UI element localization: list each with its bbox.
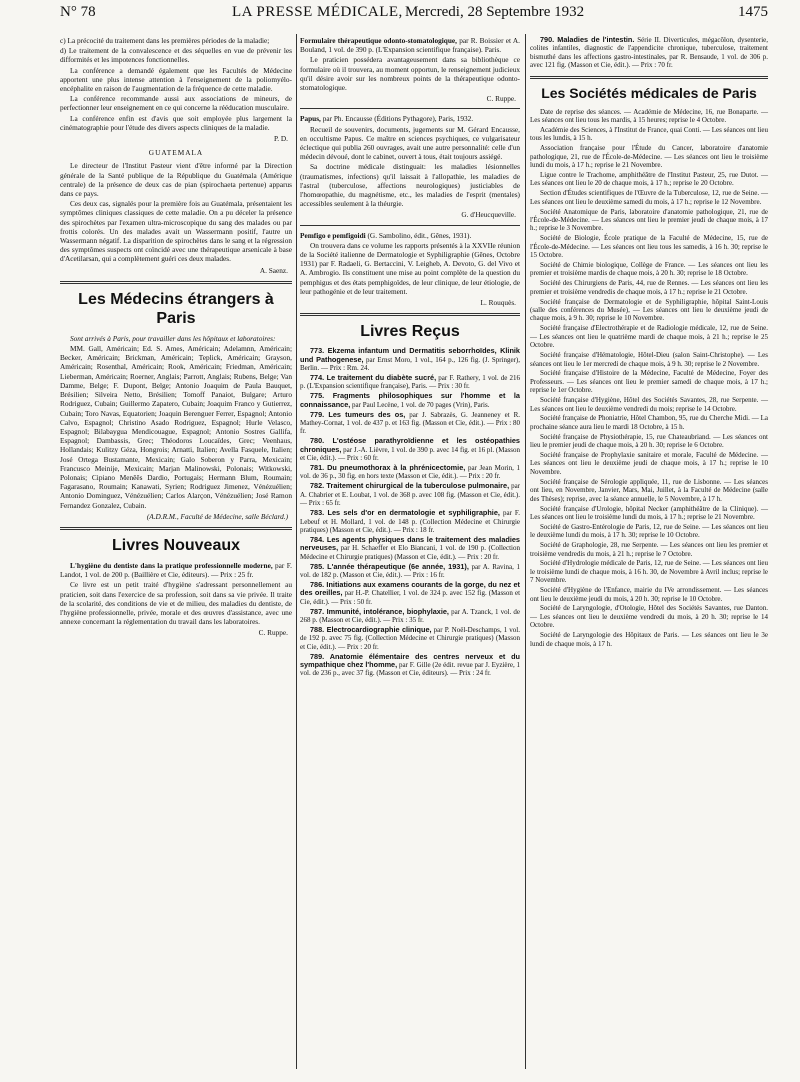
book-review-heading (300, 114, 520, 123)
names-list: MM. Gall, Américain; Ed. S. Ames, Américain; Adelamnn, Américain; Becker, Américain; Brickman, Américain; Teplick, Américain; Grayson, Américain; Rosenthal, Américain; Rook, Américain; Friedman, Américain; Lieberman, Américain; Roerner, Anglais; Parrott, Anglais; Rubens, Belge; Van Damme, Belge; F. Dupont, Belge; Antonio Joaquim de Paula Bauquet, Brésilien; Silveira Netto, Brésilien; Tomoff Panaiot, Bulgare; Arturo Rodriguez, Cubain; Guillermo Zapatero, Cubain; Joaquim Franco y Gutierrez, Cubain; Toro Navas, Equatorien; Joaquin Berenguer Ferrer, Espagnol; Antonio Calvo, Espagnol; Christino Asado Rodriguez, Espagnol; Hurle Velasco, Espagnol; Bilabaygua Mendicouague, Espagnol; Antonio Sostres Gallifa, Espagnol; Dambassis, Grec; Théodoros Loucaïdes, Grec; Veenhaus, Hollandais; Kulitzy Géza, Hongrois; Arnatti, Italien; Avella Fasquele, Italien; José Ortega Bustamante, Mexicain; Galo Soberon y Parra, Mexicain; Francusco Meinije, Mexicain; Marjan Malinowski, Polonais; Witkowski, Polonais; Cipiano Menêês Dardio, Portugais; Hermann Blum, Roumain; Fagarasano, Roumain; Kanawati, Syrien; Rodriguez Jimenez, Vénézuélien; Antonio Dominguez, Vénézuélien; Carlos Alarçon, Vénézuélien; José Ramon Fernandez Gonzalez, Cubain. (60, 344, 292, 510)
book-entry (300, 608, 520, 625)
column-divider (525, 34, 526, 1069)
book-entry (530, 36, 768, 70)
book-reference: par J.-A. Lièvre, 1 vol. de 390 p. avec 14 fig. et 16 pl. (Masson et Cie, édit.). — Prix : 60 fr. (300, 445, 521, 463)
book-title: 785. L'année thérapeutique (6e année, 1931), (310, 561, 469, 571)
book-entry (300, 464, 520, 481)
divider (530, 76, 768, 79)
paragraph: Sont arrivés à Paris, pour travailler dans les hôpitaux et laboratoires: (70, 333, 276, 343)
paragraph: Le praticien possédera avantageusement dans sa bibliothèque ce formulaire où il trouvera, au moment opportun, le renseignement judicieux qu'il désire avoir sur les nombreux points de la thérapeutique odonto-stomatologique. (300, 55, 520, 93)
book-reference: par F. Gille (2e édit. revue par J. Eyzière, 1 vol. de 236 p., avec 37 fig. (Masson et Cie, éditeurs). — Prix : 24 fr. (300, 661, 521, 678)
signature: C. Ruppe. (486, 94, 516, 104)
book-title: 773. Ekzema infantum und Dermatitis seborrhoïdes, Klinik und Pathogenese, (300, 346, 520, 364)
book-reference: par R. Boissier et A. Bouland, 1 vol. de 390 p. (L'Expansion scientifique française). Paris. (300, 36, 520, 55)
society-entry: Société française de Phoniatrie, Hôtel Chambon, 95, rue du Cherche Midi. — La prochaine séance aura lieu le mardi 18 Octobre, à 15 h. (530, 414, 768, 431)
society-entry: Société française d'Electrothérapie et de Radiologie médicale, 12, rue de Seine. — Les séances ont lieu le quatrième mardi de chaque mois, à 21 h.; reprise le 25 Octobre. (530, 324, 768, 350)
signature: (A.D.R.M., Faculté de Médecine, salle Béclard.) (146, 511, 288, 521)
book-reference: par Paul Lecène, 1 vol. de 70 pages (Vrin), Paris. (352, 400, 490, 409)
society-entry: Société française de Prophylaxie sanitaire et morale, Faculté de Médecine. — Les séances ont lieu le deuxième jeudi de chaque mois, à 17 h.; reprise le 10 Novembre. (530, 451, 768, 476)
book-reference: par F. Rathery, 1 vol. de 216 p. (L'Expansion scientifique française), Paris. — Prix : 30 fr. (300, 374, 520, 391)
book-title: Pemfigo e pemfigoidi (300, 230, 366, 240)
book-reference: par Ph. Encausse (Éditions Pythagore), Paris, 1932. (322, 114, 474, 124)
column-divider (296, 34, 297, 1069)
book-reference: par H.-P. Chatellier, 1 vol. de 324 p. avec 152 fig. (Masson et Cie, édit.). — Prix : 50 fr. (300, 589, 521, 606)
journal-title: LA PRESSE MÉDICALE, (232, 4, 403, 20)
book-entry (300, 536, 520, 561)
society-entry: Section d'Études scientifiques de l'Œuvre de la Tuberculose, 12, rue de Seine. — Les séances ont lieu le deuxième samedi du mois, à 17 h.; reprise le 12 Novembre. (530, 189, 768, 206)
book-entry (300, 626, 520, 651)
paragraph: Recueil de souvenirs, documents, jugements sur M. Gérard Encausse, en occultisme Papus. Ce maître en sciences psychiques, ce vulgarisateur éclectique qui publia 260 ouvrages, avait une autre personnalité: celle d'un médecin dévoué, dont le cabinet, ouvert à tous, était toujours assiégé. (300, 124, 520, 162)
society-entry: Société française d'Hygiène, Hôtel des Sociétés Savantes, 28, rue Serpente. — Les séances ont lieu le deuxième vendredi du mois; reprise le 14 Octobre. (530, 396, 768, 413)
book-reference: par J. Sabrazès, G. Jeanneney et R. Mathey-Cornat, 1 vol. de 437 p. et 163 fig. (Masson et Cie, édit.). — Prix : 80 fr. (300, 410, 521, 436)
paragraph: Ces deux cas, signalés pour la première fois au Guatémala, présentaient les symptômes cliniques classiques de cette maladie. On a pu déceler la présence des spirochètes par l'examen ultra-microscopique du sang des malades ou par frottis colorés. Un des malades avait un Wassermann positif, l'autre un Wassermann négatif. La disparition de spirochètes dans le sang et la régression des symptômes suspects ont coïncidé avec une thérapeutique arsenicale à base d'Acetilarsan, qui a complètement guéri ces deux malades. (60, 199, 292, 264)
signature: A. Saenz. (259, 265, 288, 275)
book-reference: (G. Sambolino, édit., Gênes, 1931). (367, 230, 472, 240)
book-title: 780. L'ostéose parathyroïdienne et les ostéopathies chroniques, (300, 436, 520, 454)
column-right (530, 36, 768, 650)
book-title: L'hygiène du dentiste dans la pratique professionnelle moderne, (70, 560, 273, 570)
book-entry (300, 581, 520, 606)
section-title: Les Médecins étrangers à Paris (78, 290, 274, 327)
issue-number: N° 78 (60, 4, 96, 20)
book-entry (300, 392, 520, 409)
society-entry: Société française de Sérologie appliquée, 11, rue de Lisbonne. — Les séances ont lieu, en Novembre, Janvier, Mars, Mai, Juillet, à la Faculté de Médecine (salle des Thèses); reprise, avec la séance annuelle, le 5 Novembre, à 17 h. (530, 477, 768, 503)
book-reference: par F. Lebeuf et H. Mollard, 1 vol. de 148 p. (Collection Médecine et Chirurgie pratiques) (Masson et Cie, édit.). — Prix : 18 fr. (300, 509, 520, 534)
book-title: 774. Le traitement du diabète sucré, (310, 373, 437, 382)
society-entry: Société Anatomique de Paris, laboratoire d'anatomie pathologique, 21, rue de l'École-de-Médecine. — Les séances ont lieu le premier jeudi de chaque mois, à 17 h.; reprise le 3 Novembre. (530, 207, 768, 233)
paragraph: La conférence a demandé également que les Facultés de Médecine apportent une plus intense attention à l'enseignement de la poliomyélo-encéphalite en raison de l'augmentation de la fréquence de cette maladie. (60, 65, 292, 94)
signature: C. Ruppe. (258, 628, 288, 638)
divider (60, 527, 292, 530)
book-entry (300, 437, 520, 462)
section-subheading: GUATEMALA (148, 148, 204, 158)
column-middle (300, 36, 520, 679)
book-reference: par H. Schaeffer et Elo Biancani, 1 vol. de 190 p. (Collection Médecine et Chirurgie pratiques) (Masson et Cie, édit.). — Prix : 20 fr. (300, 544, 520, 561)
column-left (60, 36, 292, 643)
book-entry (300, 482, 520, 507)
book-title: 790. Maladies de l'intestin. (540, 35, 635, 44)
book-reference: Série II. Diverticules, mégacôlon, dysenterie, colites infantiles, diagnostic de l'appendicite chronique, tuberculose, traitement bismuthé dans les affections gastro-intestinales, par R. Bensaude, 1 vol. de 306 p. avec 121 fig. (Masson et Cie, édit.). — Prix : 70 fr. (530, 36, 769, 70)
book-entry (300, 653, 520, 678)
society-entry: Société de Biologie, École pratique de la Faculté de Médecine, 15, rue de l'École-de-Médecine. — Les séances ont lieu tous les samedis, à 16 h. 30; reprise le 15 Octobre. (530, 234, 768, 260)
paragraph: Ce livre est un petit traité d'hygiène s'adressant personnellement au praticien, soit dans l'exercice de sa profession, soit dans sa vie privée. Il traite de la scolarité, des conditions de vie et de milieu, des maladies du dentiste, de l'hygiène professionnelle, privée, morale et des œuvres d'assistance, avec une annexe concernant la réglementation du travail dans les laboratoires. (60, 580, 292, 627)
paragraph: On trouvera dans ce volume les rapports présentés à la XXVIIe réunion de la Société italienne de Dermatologie et Syphiligraphie (Gênes, Octobre 1931) par F. Radaeli, G. Bertaccini, V. Leigheb, A. Devoto, G. del Vivo et A. Ambrogio. Ils constituent une mise au point complète de la question du pemphigus et des états pemphigoïdes, de leur clinique, de leur étiologie, de leur pathogénie et de leur traitement. (300, 240, 520, 296)
page-header (0, 0, 800, 26)
society-entry: Société d'Hygiène de l'Enfance, mairie du IVe arrondissement. — Les séances ont lieu le deuxième jeudi du mois, à 20 h. 30; reprise le 10 Octobre. (530, 586, 768, 603)
divider (300, 313, 520, 316)
society-entry: Association française pour l'Étude du Cancer, laboratoire d'anatomie pathologique, 21, rue de l'École-de-Médecine. — Les séances ont lieu le troisième lundi du mois, à 17 h.; reprise le 21 Novembre. (530, 144, 768, 170)
paragraph: Le directeur de l'Institut Pasteur vient d'être informé par la Direction générale de la Santé publique de la République du Guatémala (Amérique centrale) de la présence de deux cas de pian (spirochaeta pertenue) apparus dans ce pays. (60, 161, 292, 199)
section-title: Livres Nouveaux (111, 536, 241, 554)
society-entry: Société française de Physiothérapie, 15, rue Chateaubriand. — Les séances ont lieu le premier jeudi de chaque mois, à 20 h. 30; reprise le 6 Octobre. (530, 432, 768, 450)
book-review-heading (60, 561, 292, 579)
society-entry: Société de Laryngologie, d'Otologie, Hôtel des Sociétés Savantes, rue Danton. — Les séances ont lieu le deuxième vendredi du mois, à 20 h. 30; reprise le 14 Octobre. (530, 604, 768, 630)
signature: P. D. (274, 134, 288, 144)
book-reference: par A. Chabrier et E. Loubat, 1 vol. de 368 p. avec 108 fig. (Masson et Cie, édit.). — Prix : 65 fr. (300, 482, 521, 508)
divider (300, 108, 520, 109)
signature: G. d'Heucqueville. (461, 210, 516, 220)
book-review-heading (300, 231, 520, 240)
book-entry (300, 374, 520, 391)
signature: L. Rouquès. (480, 298, 516, 308)
book-reference: par A. Ravina, 1 vol. de 182 p. (Masson et Cie, édit.). — Prix : 16 fr. (300, 562, 521, 579)
book-title: 781. Du pneumothorax à la phrénicectomie, (310, 463, 466, 473)
book-entry (300, 347, 520, 372)
society-entry: Société de Gastro-Entérologie de Paris, 12, rue de Seine. — Les séances ont lieu le deuxième lundi du mois, à 17 h. 30; reprise le 10 Octobre. (530, 522, 768, 540)
book-entry (300, 563, 520, 580)
section-title: Livres Reçus (360, 323, 460, 341)
society-entry: Société d'Hydrologie médicale de Paris, 12, rue de Seine. — Les séances ont lieu le troisième lundi de chaque mois, à 16 h. 30, de Novembre à Avril inclus; reprise le 7 Novembre. (530, 559, 768, 585)
books-received-list (300, 347, 520, 678)
society-entry: Société de Graphologie, 28, rue Serpente. — Les séances ont lieu les premier et troisième vendredis du mois, à 21 h.; reprise le 7 Octobre. (530, 541, 768, 558)
book-title: Formulaire thérapeutique odonto-stomatologique, (300, 36, 457, 45)
divider (60, 281, 292, 284)
paragraph: d) Le traitement de la convalescence et des séquelles en vue de prévenir les difformités et les impotences fonctionnelles. (60, 46, 292, 65)
divider (300, 225, 520, 226)
society-entry: Ligue contre le Trachome, amphithéâtre de l'Institut Pasteur, 25, rue Dutot. — Les séances ont lieu le 20 de chaque mois, à 17 h.; reprise le 20 Octobre. (530, 170, 768, 188)
book-title: Papus, (300, 114, 321, 124)
book-title: 775. Fragments philosophiques sur l'homme et la connaissance, (300, 391, 520, 409)
book-title: 784. Les agents physiques dans le traitement des maladies nerveuses, (300, 534, 520, 553)
society-entry: Société de Laryngologie des Hôpitaux de Paris. — Les séances ont lieu le 3e lundi de chaque mois, à 17 h. (530, 631, 768, 648)
book-reference: par F. Landot, 1 vol. de 200 p. (Baillière et Cie, éditeurs). — Prix : 25 fr. (60, 560, 292, 580)
issue-date: Mercredi, 28 Septembre 1932 (405, 4, 585, 20)
paragraph: c) La précocité du traitement dans les premières périodes de la maladie; (60, 36, 270, 45)
paragraph: Sa doctrine médicale distinguait: les maladies lésionnelles (traumatismes, infections) qu'il laissait à l'allopathie, les maladies de l'astral (tuberculose, affections neurologiques) justiciables de l'homœopathie, du magnétisme, etc., les maladies de l'esprit (mentales) accessibles seulement à la théurgie. (300, 162, 520, 209)
book-reference: par A. Tzanck, 1 vol. de 268 p. (Masson et Cie, édit.). — Prix : 35 fr. (300, 607, 520, 624)
book-reference: par Jean Morin, 1 vol. de 36 p., 30 fig. en hors texte (Masson et Cie, édit.). — Prix : 20 fr. (300, 464, 520, 481)
society-entry: Société française d'Hématologie, Hôtel-Dieu (salon Saint-Christophe). — Les séances ont lieu le 1er mercredi de chaque mois, à 9 h. 30; reprise le 2 Novembre. (530, 351, 768, 368)
book-entry (300, 509, 520, 534)
societies-list (530, 108, 768, 648)
book-reference: par P. Noël-Deschamps, 1 vol. de 192 p. avec 75 fig. (Collection Médecine et Chirurgie pratiques) (Masson et Cie, édit.). — Prix : 20 fr. (300, 625, 520, 651)
society-entry: Société française de Dermatologie et de Syphiligraphie, hôpital Saint-Louis (salle des conférences du Musée), — Les séances ont lieu le deuxième jeudi de chaque mois, à 9 h. 30; reprise le 10 Novembre. (530, 297, 768, 323)
book-title: 783. Les sels d'or en dermatologie et syphiligraphie, (310, 508, 500, 518)
paragraph: La conférence recommande aussi aux associations de mineurs, de perfectionner leur enseignement en ce qui concerne la rééducation musculaire. (60, 94, 292, 113)
book-title: 786. Initiations aux examens courants de la gorge, du nez et des oreilles, (300, 579, 520, 598)
society-entry: Société des Chirurgiens de Paris, 44, rue de Rennes. — Les séances ont lieu les premier et troisième vendredis de chaque mois, à 17 h.; reprise le 21 Octobre. (530, 279, 768, 296)
society-entry: Date de reprise des séances. — Académie de Médecine, 16, rue Bonaparte. — Les séances ont lieu tous les mardis, à 15 heures; reprise le 4 Octobre. (530, 107, 768, 125)
society-entry: Académie des Sciences, à l'Institut de France, quai Conti. — Les séances ont lieu tous les lundis, à 15 h. (530, 125, 768, 143)
book-reference: par Ernst Moro, 1 vol., 164 p., 126 fig. (J. Springer), Berlin. — Prix : Rm. 24. (300, 355, 521, 373)
page-number: 1475 (738, 4, 768, 20)
book-title: 788. Electrocardiographie clinique, (310, 624, 432, 634)
book-review-heading (300, 36, 520, 54)
book-title: 789. Anatomie élémentaire des centres nerveux et du sympathique chez l'homme, (300, 651, 520, 669)
society-entry: Société française d'Urologie, hôpital Necker (amphithéâtre de la Clinique). — Les séances ont lieu le troisième lundi du mois, à 17 h.; reprise le 21 Novembre. (530, 504, 768, 521)
book-title: 779. Les tumeurs des os, (310, 409, 406, 419)
society-entry: Société française d'Histoire de la Médecine, Faculté de Médecine, Foyer des Professeurs. — Les séances ont lieu le premier samedi de chaque mois, à 17 h.; reprise le 1er Octobre. (530, 369, 768, 395)
book-title: 787. Immunité, intolérance, biophylaxie, (310, 606, 449, 616)
book-title: 782. Traitement chirurgical de la tuberculose pulmonaire, (310, 481, 510, 491)
paragraph: La conférence enfin est d'avis que soit employée plus largement la cinématographie pour l'étude des divers aspects cliniques de la maladie. (60, 113, 292, 132)
book-entry (300, 411, 520, 436)
section-title: Les Sociétés médicales de Paris (541, 84, 757, 101)
society-entry: Société de Chimie biologique, Collège de France. — Les séances ont lieu les premier et troisième mardis de chaque mois, à 20 h. 30; reprise le 18 Octobre. (530, 261, 768, 278)
